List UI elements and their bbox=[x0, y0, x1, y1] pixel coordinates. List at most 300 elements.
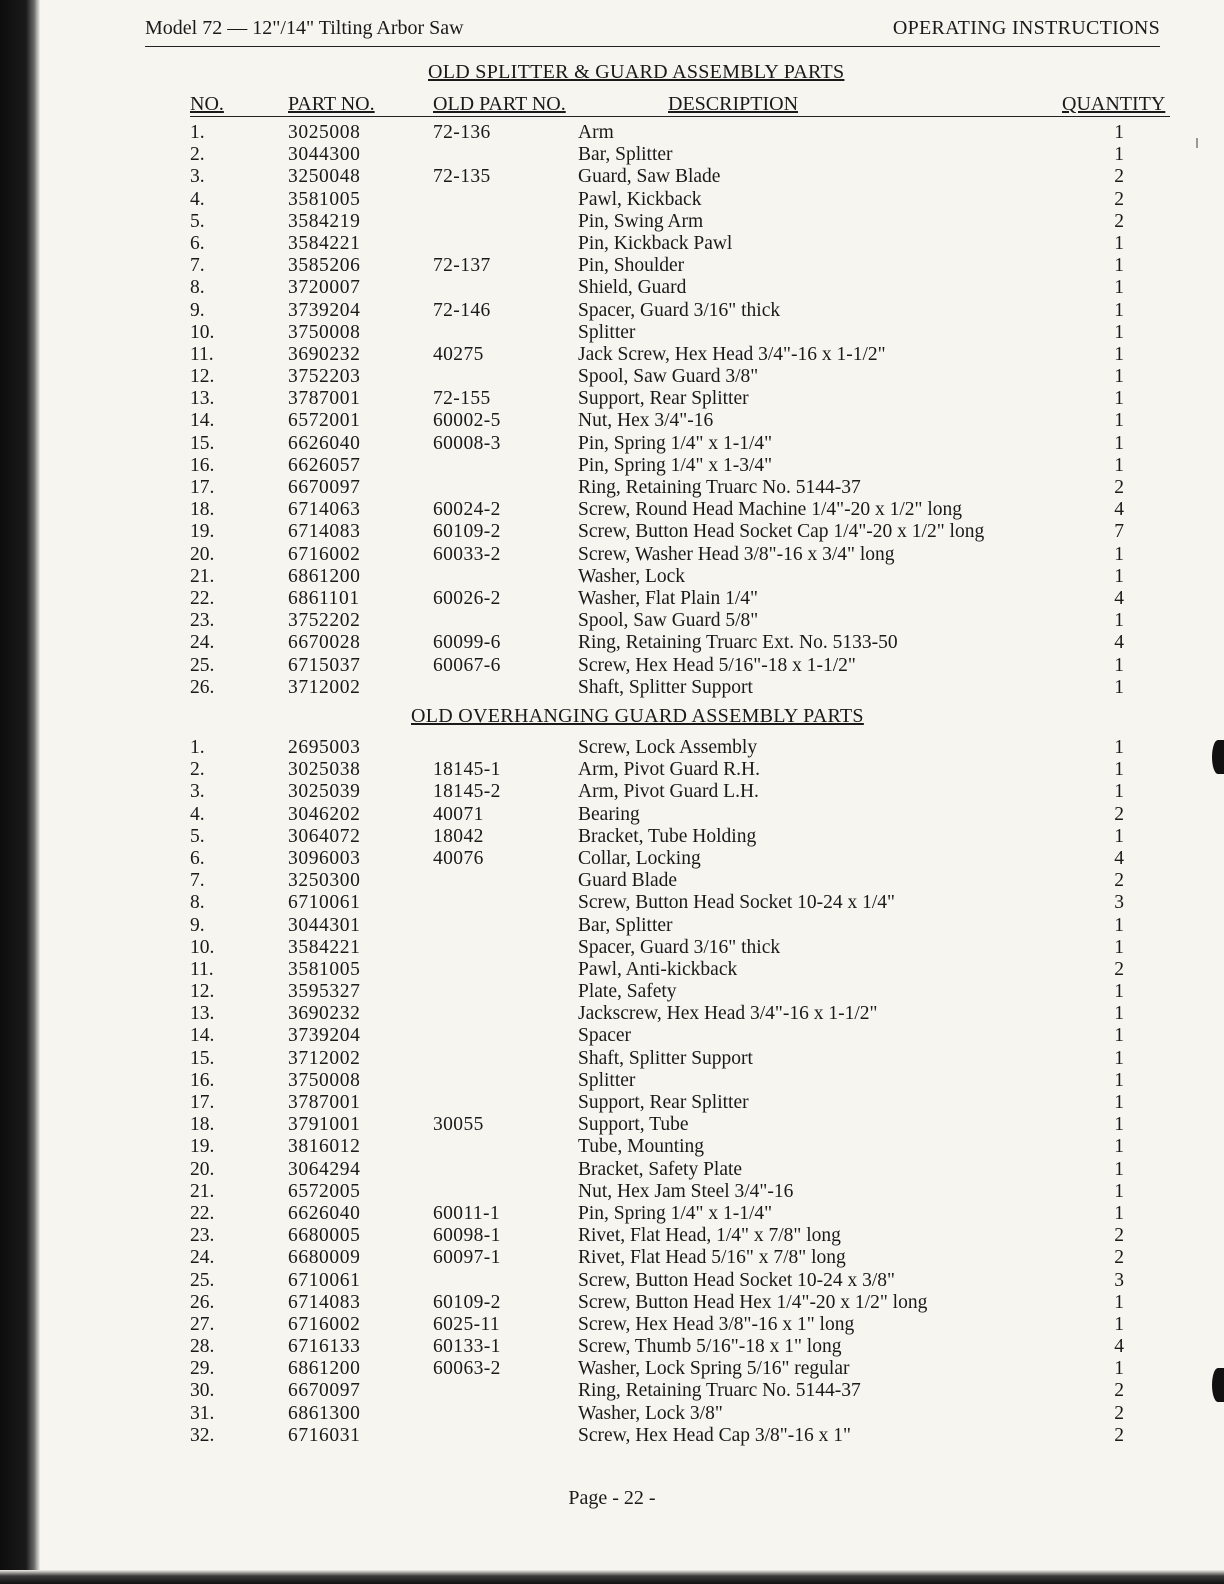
item-number: 14. bbox=[190, 1025, 215, 1047]
table-row bbox=[0, 477, 1224, 499]
quantity: 1 bbox=[1114, 321, 1124, 343]
item-number: 3. bbox=[190, 166, 205, 188]
part-number: 3787001 bbox=[288, 388, 361, 410]
part-number: 3096003 bbox=[288, 847, 361, 869]
table-row bbox=[0, 366, 1224, 388]
table-row bbox=[0, 1314, 1224, 1336]
table-row bbox=[0, 848, 1224, 870]
table-row bbox=[0, 981, 1224, 1003]
part-number: 6714063 bbox=[288, 499, 361, 521]
part-number: 3752203 bbox=[288, 366, 361, 388]
part-description: Bracket, Safety Plate bbox=[578, 1158, 743, 1180]
part-number: 6572005 bbox=[288, 1180, 361, 1202]
part-number: 3750008 bbox=[288, 1069, 361, 1091]
part-description: Spool, Saw Guard 5/8" bbox=[578, 610, 759, 632]
item-number: 32. bbox=[190, 1424, 215, 1446]
part-description: Collar, Locking bbox=[578, 847, 701, 869]
table-row bbox=[0, 804, 1224, 826]
item-number: 13. bbox=[190, 388, 215, 410]
table-row bbox=[0, 632, 1224, 654]
item-number: 23. bbox=[190, 1225, 215, 1247]
quantity: 1 bbox=[1114, 759, 1124, 781]
quantity: 1 bbox=[1114, 825, 1124, 847]
item-number: 2. bbox=[190, 144, 205, 166]
part-number: 3064294 bbox=[288, 1158, 361, 1180]
table-row bbox=[0, 1358, 1224, 1380]
part-description: Washer, Lock bbox=[578, 565, 686, 587]
table-row bbox=[0, 1225, 1224, 1247]
table-row bbox=[0, 233, 1224, 255]
quantity: 1 bbox=[1114, 654, 1124, 676]
column-header-rule bbox=[190, 116, 1170, 117]
quantity: 1 bbox=[1114, 565, 1124, 587]
part-number: 6861200 bbox=[288, 565, 361, 587]
part-number: 3816012 bbox=[288, 1136, 361, 1158]
old-part-number: 60011-1 bbox=[433, 1202, 501, 1224]
item-number: 12. bbox=[190, 981, 215, 1003]
part-number: 3752202 bbox=[288, 610, 361, 632]
table-row bbox=[0, 759, 1224, 781]
table-row bbox=[0, 1336, 1224, 1358]
part-description: Screw, Round Head Machine 1/4"-20 x 1/2" long bbox=[578, 499, 963, 521]
old-part-number: 6025-11 bbox=[433, 1313, 501, 1335]
page-header bbox=[145, 16, 1160, 47]
col-header-description: DESCRIPTION bbox=[668, 93, 799, 115]
part-description: Ring, Retaining Truarc No. 5144-37 bbox=[578, 1380, 861, 1402]
item-number: 2. bbox=[190, 759, 205, 781]
old-part-number: 60109-2 bbox=[433, 1291, 501, 1313]
model-title: Model 72 — 12"/14" Tilting Arbor Saw bbox=[145, 17, 464, 39]
table-row bbox=[0, 1136, 1224, 1158]
quantity: 1 bbox=[1114, 1069, 1124, 1091]
old-part-number: 60024-2 bbox=[433, 499, 501, 521]
quantity: 2 bbox=[1114, 1225, 1124, 1247]
part-description: Spool, Saw Guard 3/8" bbox=[578, 366, 759, 388]
part-number: 3044301 bbox=[288, 914, 361, 936]
table-row bbox=[0, 588, 1224, 610]
quantity: 7 bbox=[1114, 521, 1124, 543]
part-number: 6714083 bbox=[288, 521, 361, 543]
part-description: Jack Screw, Hex Head 3/4"-16 x 1-1/2" bbox=[578, 343, 886, 365]
item-number: 4. bbox=[190, 803, 205, 825]
quantity: 1 bbox=[1114, 122, 1124, 143]
table-row bbox=[0, 915, 1224, 937]
table-row bbox=[0, 166, 1224, 188]
col-header-quantity: QUANTITY bbox=[1062, 93, 1166, 115]
quantity: 1 bbox=[1114, 366, 1124, 388]
item-number: 10. bbox=[190, 321, 215, 343]
part-description: Pin, Spring 1/4" x 1-1/4" bbox=[578, 1202, 773, 1224]
part-number: 6670097 bbox=[288, 477, 361, 498]
quantity: 2 bbox=[1114, 1424, 1124, 1446]
part-description: Shaft, Splitter Support bbox=[578, 676, 753, 698]
quantity: 3 bbox=[1114, 892, 1124, 914]
part-description: Bracket, Tube Holding bbox=[578, 825, 757, 847]
quantity: 1 bbox=[1114, 914, 1124, 936]
table-row bbox=[0, 277, 1224, 299]
part-description: Screw, Lock Assembly bbox=[578, 737, 758, 758]
item-number: 12. bbox=[190, 366, 215, 388]
item-number: 28. bbox=[190, 1336, 215, 1358]
splitter-parts-table bbox=[0, 122, 1224, 699]
part-description: Screw, Hex Head 3/8"-16 x 1" long bbox=[578, 1313, 855, 1335]
old-part-number: 18042 bbox=[433, 825, 484, 847]
table-row bbox=[0, 122, 1224, 144]
item-number: 21. bbox=[190, 565, 215, 587]
part-number: 2695003 bbox=[288, 737, 361, 758]
quantity: 1 bbox=[1114, 1025, 1124, 1047]
part-number: 6670028 bbox=[288, 632, 361, 654]
part-number: 6670097 bbox=[288, 1380, 361, 1402]
part-number: 3739204 bbox=[288, 299, 361, 321]
table-row bbox=[0, 826, 1224, 848]
item-number: 8. bbox=[190, 892, 205, 914]
item-number: 24. bbox=[190, 632, 215, 654]
quantity: 1 bbox=[1114, 543, 1124, 565]
old-part-number: 72-155 bbox=[433, 388, 491, 410]
part-description: Screw, Thumb 5/16"-18 x 1" long bbox=[578, 1336, 842, 1358]
old-part-number: 72-146 bbox=[433, 299, 491, 321]
part-description: Washer, Flat Plain 1/4" bbox=[578, 587, 759, 609]
part-description: Spacer, Guard 3/16" thick bbox=[578, 936, 781, 958]
table-row bbox=[0, 455, 1224, 477]
table-row bbox=[0, 1203, 1224, 1225]
table-row bbox=[0, 1425, 1224, 1447]
quantity: 2 bbox=[1114, 1247, 1124, 1269]
part-number: 3750008 bbox=[288, 321, 361, 343]
table-row bbox=[0, 610, 1224, 632]
part-description: Screw, Hex Head Cap 3/8"-16 x 1" bbox=[578, 1424, 851, 1446]
item-number: 30. bbox=[190, 1380, 215, 1402]
part-number: 6572001 bbox=[288, 410, 361, 432]
table-row bbox=[0, 322, 1224, 344]
part-description: Bearing bbox=[578, 803, 640, 825]
part-number: 6861200 bbox=[288, 1358, 361, 1380]
item-number: 16. bbox=[190, 1069, 215, 1091]
part-description: Nut, Hex 3/4"-16 bbox=[578, 410, 714, 432]
table-row bbox=[0, 189, 1224, 211]
item-number: 29. bbox=[190, 1358, 215, 1380]
quantity: 1 bbox=[1114, 388, 1124, 410]
table-row bbox=[0, 544, 1224, 566]
item-number: 18. bbox=[190, 1114, 215, 1136]
part-description: Spacer, Guard 3/16" thick bbox=[578, 299, 781, 321]
item-number: 4. bbox=[190, 188, 205, 210]
table-row bbox=[0, 677, 1224, 699]
part-description: Screw, Button Head Hex 1/4"-20 x 1/2" long bbox=[578, 1291, 928, 1313]
part-description: Ring, Retaining Truarc No. 5144-37 bbox=[578, 477, 861, 498]
part-description: Pin, Spring 1/4" x 1-3/4" bbox=[578, 454, 773, 476]
table-row bbox=[0, 300, 1224, 322]
table-row bbox=[0, 781, 1224, 803]
item-number: 22. bbox=[190, 1202, 215, 1224]
quantity: 1 bbox=[1114, 1136, 1124, 1158]
part-description: Bar, Splitter bbox=[578, 144, 673, 166]
part-number: 3064072 bbox=[288, 825, 361, 847]
item-number: 10. bbox=[190, 936, 215, 958]
part-number: 3720007 bbox=[288, 277, 361, 299]
table-row bbox=[0, 655, 1224, 677]
part-description: Splitter bbox=[578, 1069, 636, 1091]
quantity: 4 bbox=[1114, 499, 1124, 521]
item-number: 17. bbox=[190, 477, 215, 498]
item-number: 20. bbox=[190, 543, 215, 565]
scan-bottom-edge bbox=[0, 1570, 1224, 1584]
part-description: Tube, Mounting bbox=[578, 1136, 705, 1158]
part-number: 3787001 bbox=[288, 1092, 361, 1113]
table-row bbox=[0, 1181, 1224, 1203]
part-description: Washer, Lock Spring 5/16" regular bbox=[578, 1358, 850, 1380]
table-row bbox=[0, 1292, 1224, 1314]
part-description: Pin, Spring 1/4" x 1-1/4" bbox=[578, 432, 773, 454]
part-number: 6716002 bbox=[288, 543, 361, 565]
item-number: 3. bbox=[190, 781, 205, 803]
overhanging-section-title: OLD OVERHANGING GUARD ASSEMBLY PARTS bbox=[411, 705, 864, 727]
part-number: 3584219 bbox=[288, 210, 361, 232]
part-number: 3712002 bbox=[288, 1047, 361, 1069]
item-number: 19. bbox=[190, 1136, 215, 1158]
old-part-number: 30055 bbox=[433, 1114, 484, 1136]
part-description: Pawl, Anti-kickback bbox=[578, 958, 738, 980]
old-part-number: 60133-1 bbox=[433, 1336, 501, 1358]
splitter-section-title: OLD SPLITTER & GUARD ASSEMBLY PARTS bbox=[428, 61, 845, 83]
item-number: 6. bbox=[190, 232, 205, 254]
table-row bbox=[0, 1159, 1224, 1181]
part-number: 6626040 bbox=[288, 1202, 361, 1224]
table-row bbox=[0, 1070, 1224, 1092]
old-part-number: 72-135 bbox=[433, 166, 491, 188]
quantity: 1 bbox=[1114, 232, 1124, 254]
part-number: 6861101 bbox=[288, 587, 360, 609]
part-description: Splitter bbox=[578, 321, 636, 343]
quantity: 1 bbox=[1114, 737, 1124, 758]
quantity: 1 bbox=[1114, 277, 1124, 299]
quantity: 1 bbox=[1114, 1092, 1124, 1113]
old-part-number: 60002-5 bbox=[433, 410, 501, 432]
col-header-no: NO. bbox=[190, 93, 224, 115]
part-description: Arm, Pivot Guard R.H. bbox=[578, 759, 760, 781]
item-number: 13. bbox=[190, 1003, 215, 1025]
part-number: 3025038 bbox=[288, 759, 361, 781]
table-row bbox=[0, 1114, 1224, 1136]
item-number: 9. bbox=[190, 914, 205, 936]
item-number: 6. bbox=[190, 847, 205, 869]
item-number: 19. bbox=[190, 521, 215, 543]
part-description: Shaft, Splitter Support bbox=[578, 1047, 753, 1069]
part-description: Arm, Pivot Guard L.H. bbox=[578, 781, 759, 803]
item-number: 7. bbox=[190, 870, 205, 892]
section-heading: OPERATING INSTRUCTIONS bbox=[892, 17, 1160, 39]
item-number: 15. bbox=[190, 432, 215, 454]
item-number: 24. bbox=[190, 1247, 215, 1269]
item-number: 11. bbox=[190, 343, 214, 365]
old-part-number: 72-136 bbox=[433, 122, 491, 143]
quantity: 1 bbox=[1114, 255, 1124, 277]
item-number: 14. bbox=[190, 410, 215, 432]
item-number: 27. bbox=[190, 1313, 215, 1335]
quantity: 2 bbox=[1114, 210, 1124, 232]
quantity: 1 bbox=[1114, 781, 1124, 803]
table-row bbox=[0, 499, 1224, 521]
part-number: 3690232 bbox=[288, 343, 361, 365]
item-number: 26. bbox=[190, 676, 215, 698]
item-number: 5. bbox=[190, 210, 205, 232]
item-number: 5. bbox=[190, 825, 205, 847]
quantity: 2 bbox=[1114, 1380, 1124, 1402]
item-number: 20. bbox=[190, 1158, 215, 1180]
old-part-number: 60109-2 bbox=[433, 521, 501, 543]
item-number: 1. bbox=[190, 122, 205, 143]
old-part-number: 18145-2 bbox=[433, 781, 501, 803]
part-number: 3250048 bbox=[288, 166, 361, 188]
table-row bbox=[0, 255, 1224, 277]
table-row bbox=[0, 1092, 1224, 1114]
table-row bbox=[0, 937, 1224, 959]
part-description: Support, Rear Splitter bbox=[578, 1092, 749, 1113]
part-description: Screw, Button Head Socket 10-24 x 3/8" bbox=[578, 1269, 896, 1291]
quantity: 1 bbox=[1114, 1291, 1124, 1313]
part-description: Rivet, Flat Head 5/16" x 7/8" long bbox=[578, 1247, 846, 1269]
part-description: Screw, Washer Head 3/8"-16 x 3/4" long bbox=[578, 543, 895, 565]
part-number: 3585206 bbox=[288, 255, 361, 277]
quantity: 2 bbox=[1114, 958, 1124, 980]
quantity: 1 bbox=[1114, 432, 1124, 454]
quantity: 2 bbox=[1114, 870, 1124, 892]
table-row bbox=[0, 892, 1224, 914]
old-part-number: 60033-2 bbox=[433, 543, 501, 565]
part-number: 6626057 bbox=[288, 454, 361, 476]
old-part-number: 60063-2 bbox=[433, 1358, 501, 1380]
part-number: 6626040 bbox=[288, 432, 361, 454]
table-row bbox=[0, 1003, 1224, 1025]
old-part-number: 72-137 bbox=[433, 255, 491, 277]
part-number: 6680009 bbox=[288, 1247, 361, 1269]
quantity: 2 bbox=[1114, 1402, 1124, 1424]
table-row bbox=[0, 344, 1224, 366]
old-part-number: 60098-1 bbox=[433, 1225, 501, 1247]
quantity: 4 bbox=[1114, 847, 1124, 869]
quantity: 4 bbox=[1114, 632, 1124, 654]
item-number: 15. bbox=[190, 1047, 215, 1069]
item-number: 7. bbox=[190, 255, 205, 277]
part-number: 3584221 bbox=[288, 232, 361, 254]
part-number: 3584221 bbox=[288, 936, 361, 958]
part-number: 6710061 bbox=[288, 1269, 361, 1291]
part-number: 3044300 bbox=[288, 144, 361, 166]
quantity: 1 bbox=[1114, 1158, 1124, 1180]
part-description: Screw, Button Head Socket 10-24 x 1/4" bbox=[578, 892, 896, 914]
old-part-number: 60008-3 bbox=[433, 432, 501, 454]
item-number: 25. bbox=[190, 1269, 215, 1291]
part-description: Pawl, Kickback bbox=[578, 188, 702, 210]
table-row bbox=[0, 521, 1224, 543]
quantity: 2 bbox=[1114, 188, 1124, 210]
item-number: 17. bbox=[190, 1092, 215, 1113]
quantity: 1 bbox=[1114, 1202, 1124, 1224]
part-description: Pin, Kickback Pawl bbox=[578, 232, 733, 254]
item-number: 21. bbox=[190, 1180, 215, 1202]
quantity: 1 bbox=[1114, 1180, 1124, 1202]
old-part-number: 60067-6 bbox=[433, 654, 501, 676]
item-number: 16. bbox=[190, 454, 215, 476]
old-part-number: 40076 bbox=[433, 847, 484, 869]
old-part-number: 60026-2 bbox=[433, 587, 501, 609]
part-number: 6716002 bbox=[288, 1313, 361, 1335]
part-number: 6716031 bbox=[288, 1424, 361, 1446]
part-number: 6714083 bbox=[288, 1291, 361, 1313]
table-row bbox=[0, 1270, 1224, 1292]
old-part-number: 40275 bbox=[433, 343, 484, 365]
item-number: 31. bbox=[190, 1402, 215, 1424]
quantity: 1 bbox=[1114, 144, 1124, 166]
part-description: Pin, Swing Arm bbox=[578, 210, 704, 232]
quantity: 2 bbox=[1114, 477, 1124, 498]
table-row bbox=[0, 566, 1224, 588]
table-row bbox=[0, 1025, 1224, 1047]
item-number: 11. bbox=[190, 958, 214, 980]
quantity: 1 bbox=[1114, 610, 1124, 632]
part-description: Screw, Button Head Socket Cap 1/4"-20 x 1/2" long bbox=[578, 521, 985, 543]
part-number: 6715037 bbox=[288, 654, 361, 676]
part-number: 3581005 bbox=[288, 958, 361, 980]
quantity: 1 bbox=[1114, 1047, 1124, 1069]
part-description: Support, Tube bbox=[578, 1114, 689, 1136]
item-number: 8. bbox=[190, 277, 205, 299]
item-number: 18. bbox=[190, 499, 215, 521]
part-description: Arm bbox=[578, 122, 614, 143]
part-description: Jackscrew, Hex Head 3/4"-16 x 1-1/2" bbox=[578, 1003, 878, 1025]
part-description: Bar, Splitter bbox=[578, 914, 673, 936]
part-number: 3581005 bbox=[288, 188, 361, 210]
item-number: 23. bbox=[190, 610, 215, 632]
quantity: 2 bbox=[1114, 166, 1124, 188]
table-row bbox=[0, 388, 1224, 410]
part-number: 3025039 bbox=[288, 781, 361, 803]
part-description: Shield, Guard bbox=[578, 277, 687, 299]
quantity: 1 bbox=[1114, 454, 1124, 476]
part-description: Guard, Saw Blade bbox=[578, 166, 721, 188]
part-description: Support, Rear Splitter bbox=[578, 388, 749, 410]
part-description: Plate, Safety bbox=[578, 981, 677, 1003]
old-part-number: 40071 bbox=[433, 803, 484, 825]
table-row bbox=[0, 410, 1224, 432]
item-number: 22. bbox=[190, 587, 215, 609]
part-description: Washer, Lock 3/8" bbox=[578, 1402, 723, 1424]
part-number: 3739204 bbox=[288, 1025, 361, 1047]
quantity: 1 bbox=[1114, 981, 1124, 1003]
part-number: 6861300 bbox=[288, 1402, 361, 1424]
part-number: 3690232 bbox=[288, 1003, 361, 1025]
part-description: Pin, Shoulder bbox=[578, 255, 685, 277]
table-row bbox=[0, 1403, 1224, 1425]
quantity: 1 bbox=[1114, 1313, 1124, 1335]
part-number: 6716133 bbox=[288, 1336, 361, 1358]
quantity: 3 bbox=[1114, 1269, 1124, 1291]
part-description: Guard Blade bbox=[578, 870, 678, 892]
table-row bbox=[0, 1380, 1224, 1402]
quantity: 1 bbox=[1114, 299, 1124, 321]
part-number: 3250300 bbox=[288, 870, 361, 892]
part-number: 3046202 bbox=[288, 803, 361, 825]
quantity: 1 bbox=[1114, 676, 1124, 698]
col-header-part-no: PART NO. bbox=[288, 93, 375, 115]
part-description: Ring, Retaining Truarc Ext. No. 5133-50 bbox=[578, 632, 898, 654]
old-part-number: 60097-1 bbox=[433, 1247, 501, 1269]
part-description: Rivet, Flat Head, 1/4" x 7/8" long bbox=[578, 1225, 841, 1247]
part-number: 3595327 bbox=[288, 981, 361, 1003]
item-number: 26. bbox=[190, 1291, 215, 1313]
part-number: 6680005 bbox=[288, 1225, 361, 1247]
